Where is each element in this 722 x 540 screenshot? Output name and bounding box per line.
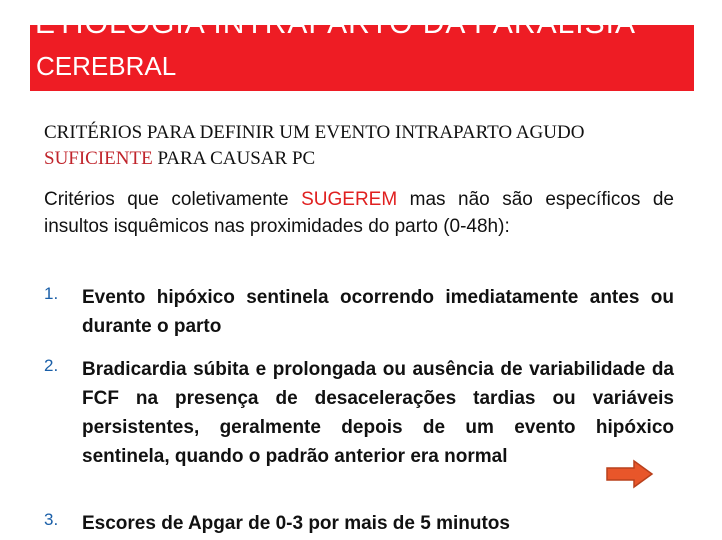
list-item [44, 355, 674, 471]
list-item-text: Escores de Apgar de 0-3 por mais de 5 minutos [82, 513, 510, 534]
list-item-text: Bradicardia súbita e prolongada ou ausência de variabilidade da FCF na presença de desacelerações tardias ou variáveis persistentes, geralmente depois de um evento hipóxico sentinela, quando o padrão anterior era normal [82, 359, 674, 467]
list-item [44, 283, 674, 341]
slide-title: CEREBRAL [36, 51, 177, 81]
slide-title-overflow-text: ETIOLOGIA INTRAPARTO DA PARALISIA [35, 7, 636, 40]
intro-text-2: mas não são específicos de insultos isquêmicos nas proximidades do parto (0-48h): [44, 189, 674, 237]
subtitle-highlight: SUFICIENTE [44, 148, 153, 169]
list-item [44, 509, 722, 538]
right-arrow-icon[interactable] [606, 459, 654, 489]
slide-subtitle [44, 120, 684, 172]
list-item-number: 2. [44, 356, 59, 375]
subtitle-text-1: CRITÉRIOS PARA DEFINIR UM EVENTO INTRAPARTO AGUDO [44, 122, 585, 143]
intro-text-1: Critérios que coletivamente [44, 189, 302, 210]
slide-title-bar [30, 7, 694, 91]
list-item-text: Evento hipóxico sentinela ocorrendo imediatamente antes ou durante o parto [82, 287, 674, 337]
list-item-number: 3. [44, 510, 59, 529]
list-item-number: 1. [44, 284, 59, 303]
subtitle-text-2: PARA CAUSAR PC [152, 148, 316, 169]
criteria-list [44, 283, 674, 485]
intro-paragraph [44, 186, 674, 240]
intro-highlight: SUGEREM [301, 189, 398, 210]
